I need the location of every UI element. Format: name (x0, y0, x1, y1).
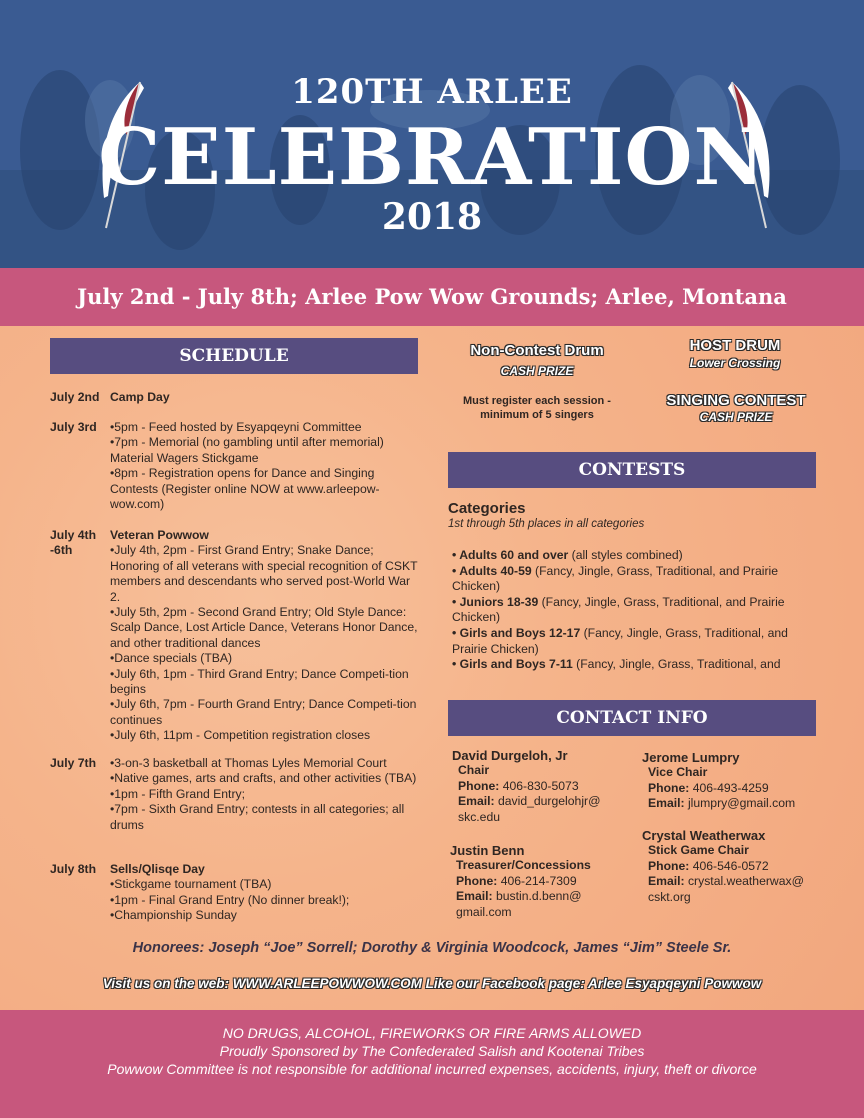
schedule-line: •Dance specials (TBA) (110, 651, 233, 666)
schedule-date: July 4th -6th (50, 528, 97, 558)
header-banner (0, 0, 864, 268)
title-small: 120TH ARLEE (291, 72, 573, 112)
footer-line-1: NO DRUGS, ALCOHOL, FIREWORKS OR FIRE ARMS ALLOWED (222, 1025, 642, 1041)
categories-list (452, 548, 822, 672)
schedule-line: •3-on-3 basketball at Thomas Lyles Memorial Court (110, 756, 387, 770)
schedule-line: •Championship Sunday (110, 908, 237, 923)
web-line: Visit us on the web: WWW.ARLEEPOWWOW.COM Like our Facebook page: Arlee Esyapqeyni Powwow (102, 976, 762, 991)
host-drum-title: HOST DRUM (689, 337, 781, 354)
list-item: • Adults 40-59 (Fancy, Jingle, Grass, Traditional, and Prairie Chicken) (452, 563, 779, 594)
contact-email: Email: jlumpry@gmail.com (648, 796, 796, 811)
list-item: • Girls and Boys 12-17 (Fancy, Jingle, Grass, Traditional, and Prairie Chicken) (452, 625, 788, 656)
contact-email: Email: david_durgelohjr@ (458, 794, 601, 809)
contests-heading: CONTESTS (448, 452, 816, 488)
contact-phone: Phone: 406-214-7309 (456, 873, 577, 888)
schedule-line: •8pm - Registration opens for Dance and Singing Contests (Register online NOW at www.arleepow-wow.com) (110, 466, 380, 512)
schedule-day-title: Veteran Powwow (110, 528, 209, 542)
categories-subtitle: 1st through 5th places in all categories (448, 518, 645, 530)
contact-person (452, 748, 632, 825)
schedule-line: •5pm - Feed hosted by Esyapqeyni Committee (110, 420, 362, 434)
schedule-line: •Stickgame tournament (TBA) (110, 877, 272, 892)
contact-phone: Phone: 406-493-4259 (648, 780, 769, 795)
schedule-date: July 7th (50, 756, 97, 770)
title-main: CELEBRATION (98, 112, 766, 203)
contact-person (642, 828, 832, 905)
contact-person (642, 750, 832, 812)
schedule-line: •July 6th, 11pm - Competition registration closes (110, 728, 371, 743)
schedule-line: Material Wagers Stickgame (110, 450, 259, 465)
contact-phone: Phone: 406-830-5073 (458, 778, 579, 793)
non-contest-drum-note: Must register each session - minimum of 5 singers (463, 395, 611, 421)
footer-line-3: Powwow Committee is not responsible for additional incurred expenses, accidents, injury, theft or divorce (107, 1061, 757, 1077)
dates-line: July 2nd - July 8th; Arlee Pow Wow Grounds; Arlee, Montana (77, 284, 787, 309)
schedule-line: •July 6th, 7pm - Fourth Grand Entry; Dance Competi-tion continues (110, 697, 417, 727)
contact-email: Email: bustin.d.benn@ (456, 889, 582, 904)
contact-name: Jerome Lumpry (642, 750, 740, 765)
schedule-line: •1pm - Fifth Grand Entry; (110, 786, 245, 801)
contact-name: Crystal Weatherwax (642, 828, 766, 843)
contact-heading: CONTACT INFO (448, 700, 816, 736)
schedule-line: •July 6th, 1pm - Third Grand Entry; Dance Competi-tion begins (110, 666, 409, 697)
schedule-line: •7pm - Memorial (no gambling until after memorial) (110, 435, 384, 450)
singing-contest-prize: CASH PRIZE (699, 410, 773, 424)
dates-band (0, 268, 864, 326)
contact-phone: Phone: 406-546-0572 (648, 858, 769, 873)
host-drum-name: Lower Crossing (689, 356, 781, 370)
contact-email-cont: gmail.com (456, 904, 512, 919)
contact-name: Justin Benn (450, 843, 525, 858)
non-contest-drum-title: Non-Contest Drum (470, 342, 604, 359)
schedule-line: •Native games, arts and crafts, and other activities (TBA) (110, 771, 417, 786)
contact-role: Stick Game Chair (648, 843, 749, 858)
footer-band (0, 1010, 864, 1118)
list-item: • Adults 60 and over (all styles combined) (452, 548, 683, 562)
contact-role: Chair (458, 763, 490, 778)
honorees-line: Honorees: Joseph “Joe” Sorrell; Dorothy & Virginia Woodcock, James “Jim” Steele Sr. (132, 940, 732, 956)
schedule-day-title: Camp Day (110, 390, 170, 404)
categories-title: Categories (448, 500, 526, 517)
footer-line-2: Proudly Sponsored by The Confederated Salish and Kootenai Tribes (219, 1043, 645, 1059)
contact-role: Vice Chair (648, 765, 708, 780)
schedule-date: July 8th (50, 862, 97, 876)
schedule-date: July 2nd (50, 390, 100, 404)
list-item: • Juniors 18-39 (Fancy, Jingle, Grass, Traditional, and Prairie Chicken) (452, 594, 785, 625)
contact-email-cont: cskt.org (648, 889, 691, 904)
contact-person (450, 843, 630, 920)
schedule-date: July 3rd (50, 420, 97, 434)
contact-email: Email: crystal.weatherwax@ (648, 874, 804, 889)
schedule-heading: SCHEDULE (50, 338, 418, 374)
schedule-day-title: Sells/Qlisqe Day (110, 862, 205, 876)
title-year: 2018 (381, 196, 483, 238)
contact-role: Treasurer/Concessions (456, 858, 591, 873)
contact-email-cont: skc.edu (458, 809, 501, 824)
non-contest-drum-prize: CASH PRIZE (500, 364, 574, 378)
list-item: • Girls and Boys 7-11 (Fancy, Jingle, Grass, Traditional, and (452, 657, 781, 672)
contact-name: David Durgeloh, Jr (452, 748, 568, 763)
schedule-line: •7pm - Sixth Grand Entry; contests in all categories; all drums (110, 802, 405, 832)
schedule-line: •July 5th, 2pm - Second Grand Entry; Old Style Dance: Scalp Dance, Lost Article Dance, Veterans Honor Dance, and other traditional dances (110, 605, 418, 650)
schedule-line: •1pm - Final Grand Entry (No dinner break!); (110, 892, 350, 907)
schedule-line: •July 4th, 2pm - First Grand Entry; Snake Dance; Honoring of all veterans with special recognition of CSKT members and descendants who served post-World War 2. (110, 543, 418, 604)
singing-contest-title: SINGING CONTEST (666, 392, 806, 409)
